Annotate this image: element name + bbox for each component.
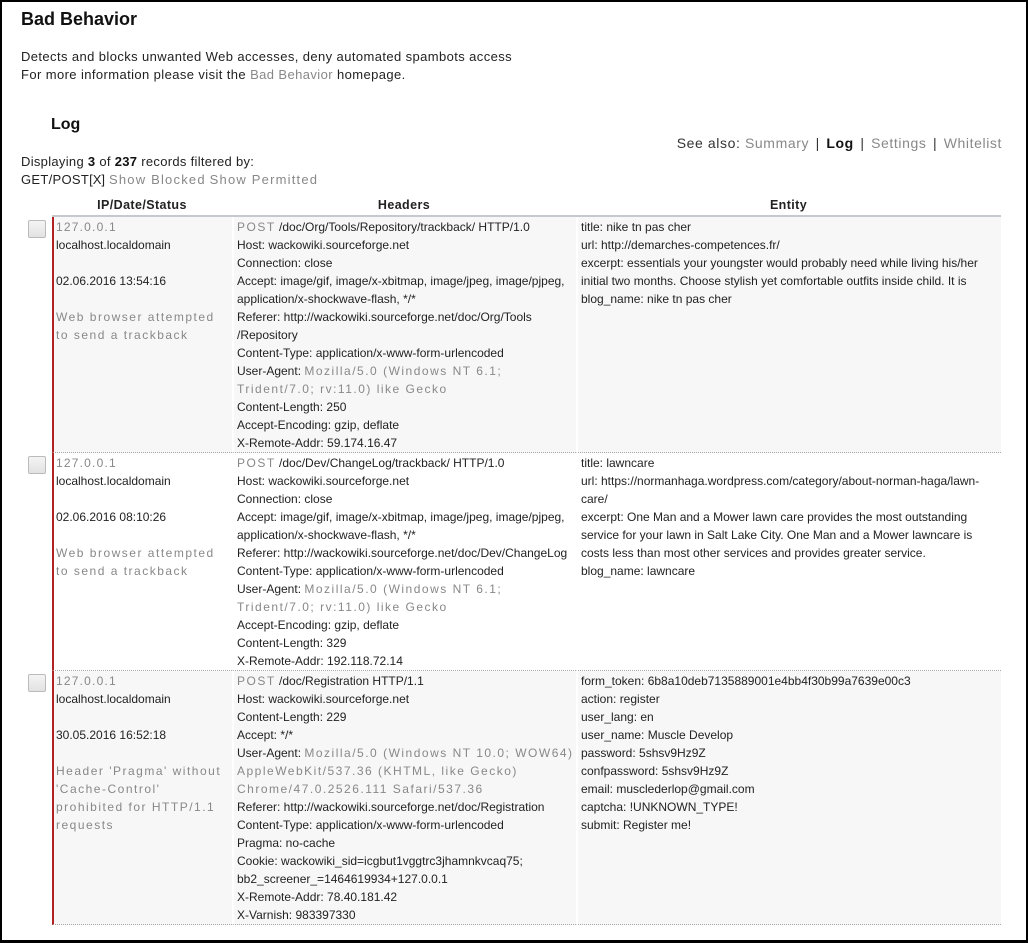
header-line: X-Remote-Addr: 78.40.181.42 bbox=[237, 890, 398, 904]
header-line bbox=[237, 362, 576, 398]
description-line-2 bbox=[21, 66, 512, 84]
header-line: Host: wackowiki.sourceforge.net bbox=[237, 474, 410, 488]
header-line: Accept-Encoding: gzip, deflate bbox=[237, 418, 400, 432]
spacer bbox=[56, 744, 232, 762]
separator: | bbox=[860, 135, 865, 151]
request-method: POST bbox=[237, 456, 276, 470]
entity-line: title: nike tn pas cher bbox=[581, 220, 692, 234]
header-line bbox=[237, 580, 576, 616]
log-table bbox=[26, 195, 1001, 925]
record-date: 02.06.2016 08:10:26 bbox=[56, 510, 167, 524]
entity-line: excerpt: essentials your youngster would probably need while living his/her initial two months. Choose stylish yet comfortable outfits inside child. It is bbox=[581, 256, 982, 288]
table-row bbox=[26, 217, 1001, 453]
header-line: Content-Length: 329 bbox=[237, 636, 347, 650]
active-filter-label: GET/POST bbox=[21, 172, 90, 187]
table-header-row bbox=[26, 195, 1001, 217]
filters-line bbox=[21, 171, 318, 189]
select-cell bbox=[26, 453, 52, 671]
request-line bbox=[237, 218, 576, 236]
ip-date-status-cell bbox=[52, 671, 232, 925]
see-also-log-current: Log bbox=[826, 135, 854, 151]
entity-line: blog_name: lawncare bbox=[581, 564, 696, 578]
entity-line: form_token: 6b8a10deb7135889001e4bb4f30b99a7639e00c3 bbox=[581, 674, 911, 688]
header-line bbox=[237, 744, 576, 798]
header-value: Mozilla/5.0 (Windows NT 10.0; WOW64) AppleWebKit/537.36 (KHTML, like Gecko) Chrome/47.0.2526.111 Safari/537.36 bbox=[237, 746, 578, 796]
entity-line: excerpt: One Man and a Mower lawn care provides the most outstanding service for your lawn in Salt Lake City. One Man and a Mower lawncare is costs less than most other services and provides greater service. bbox=[581, 510, 976, 560]
request-uri: /doc/Org/Tools/Repository/trackback/ HTTP/1.0 bbox=[279, 220, 530, 234]
headers-cell bbox=[232, 453, 576, 671]
header-line: Accept: */* bbox=[237, 728, 294, 742]
record-ip: 127.0.0.1 bbox=[56, 674, 117, 688]
see-also-whitelist-link[interactable]: Whitelist bbox=[943, 135, 1002, 151]
header-line: Accept: image/gif, image/x-xbitmap, image/jpeg, image/pjpeg, application/x-shockwave-flash, */* bbox=[237, 274, 568, 306]
header-line: Connection: close bbox=[237, 492, 333, 506]
request-uri: /doc/Registration HTTP/1.1 bbox=[279, 674, 424, 688]
see-also-settings-link[interactable]: Settings bbox=[871, 135, 927, 151]
header-line: Content-Length: 250 bbox=[237, 400, 347, 414]
header-line: Pragma: no-cache bbox=[237, 836, 336, 850]
spacer bbox=[56, 254, 232, 272]
separator: | bbox=[932, 135, 938, 151]
header-line: Accept-Encoding: gzip, deflate bbox=[237, 618, 400, 632]
header-line: Host: wackowiki.sourceforge.net bbox=[237, 238, 410, 252]
entity-line: submit: Register me! bbox=[581, 818, 692, 832]
ip-date-status-cell bbox=[52, 217, 232, 453]
header-line: Referer: http://wackowiki.sourceforge.net/doc/Org/Tools /Repository bbox=[237, 310, 536, 342]
record-host: localhost.localdomain bbox=[56, 474, 171, 488]
entity-line: password: 5shsv9Hz9Z bbox=[581, 746, 706, 760]
description-prefix: For more information please visit the bbox=[21, 67, 247, 82]
select-cell bbox=[26, 671, 52, 925]
entity-line: url: http://demarches-competences.fr/ bbox=[581, 238, 780, 252]
spacer bbox=[56, 526, 232, 544]
select-record-checkbox[interactable] bbox=[28, 220, 46, 238]
record-status-reason: Web browser attempted to send a trackback bbox=[56, 546, 215, 578]
entity-line: user_name: Muscle Develop bbox=[581, 728, 734, 742]
record-status-reason: Header 'Pragma' without 'Cache-Control' prohibited for HTTP/1.1 requests bbox=[56, 764, 222, 832]
record-date: 02.06.2016 13:54:16 bbox=[56, 274, 167, 288]
header-line: Cookie: wackowiki_sid=icgbut1vggtrc3jhamnkvcaq75; bb2_screener_=1464619934+127.0.0.1 bbox=[237, 854, 527, 886]
header-line: Connection: close bbox=[237, 256, 333, 270]
spacer bbox=[56, 490, 232, 508]
see-also-nav bbox=[677, 135, 1002, 151]
description-suffix: homepage. bbox=[336, 67, 406, 82]
entity-line: title: lawncare bbox=[581, 456, 655, 470]
summary-suffix: records filtered by: bbox=[141, 154, 255, 169]
bad-behavior-homepage-link[interactable]: Bad Behavior bbox=[250, 67, 333, 82]
header-line: Content-Type: application/x-www-form-urlencoded bbox=[237, 818, 504, 832]
records-shown-count: 3 bbox=[87, 154, 96, 169]
entity-cell bbox=[576, 217, 1001, 453]
entity-line: action: register bbox=[581, 692, 660, 706]
request-line bbox=[237, 454, 576, 472]
ip-date-status-cell bbox=[52, 453, 232, 671]
records-count-line bbox=[21, 153, 318, 171]
header-line: Content-Type: application/x-www-form-urlencoded bbox=[237, 346, 504, 360]
header-line: Content-Length: 229 bbox=[237, 710, 347, 724]
request-uri: /doc/Dev/ChangeLog/trackback/ HTTP/1.0 bbox=[279, 456, 505, 470]
header-line: Content-Type: application/x-www-form-urlencoded bbox=[237, 564, 504, 578]
entity-line: blog_name: nike tn pas cher bbox=[581, 292, 732, 306]
select-cell bbox=[26, 217, 52, 453]
header-line: X-Varnish: 983397330 bbox=[237, 908, 356, 922]
see-also-label: See also: bbox=[676, 135, 741, 151]
spacer bbox=[56, 290, 232, 308]
spacer bbox=[56, 708, 232, 726]
header-value: Mozilla/5.0 (Windows NT 6.1; Trident/7.0; rv:11.0) like Gecko bbox=[237, 364, 507, 396]
header-value: Mozilla/5.0 (Windows NT 6.1; Trident/7.0; rv:11.0) like Gecko bbox=[237, 582, 507, 614]
entity-line: captcha: !UNKNOWN_TYPE! bbox=[581, 800, 738, 814]
page-title: Bad Behavior bbox=[21, 9, 138, 29]
entity-line: user_lang: en bbox=[581, 710, 654, 724]
header-line: X-Remote-Addr: 59.174.16.47 bbox=[237, 436, 398, 450]
summary-prefix: Displaying bbox=[21, 154, 84, 169]
column-header-entity: Entity bbox=[576, 195, 1001, 217]
description-line-1: Detects and blocks unwanted Web accesses, deny automated spambots access bbox=[21, 49, 513, 64]
record-host: localhost.localdomain bbox=[56, 238, 171, 252]
entity-cell bbox=[576, 453, 1001, 671]
show-permitted-link[interactable]: Show Permitted bbox=[209, 172, 319, 187]
header-line: Referer: http://wackowiki.sourceforge.net/doc/Registration bbox=[237, 800, 545, 814]
header-key: User-Agent: bbox=[237, 582, 302, 596]
header-line: Accept: image/gif, image/x-xbitmap, image/jpeg, image/pjpeg, application/x-shockwave-flash, */* bbox=[237, 510, 568, 542]
see-also-summary-link[interactable]: Summary bbox=[744, 135, 810, 151]
record-status-reason: Web browser attempted to send a trackback bbox=[56, 310, 215, 342]
table-row bbox=[26, 453, 1001, 671]
column-header-headers: Headers bbox=[232, 195, 576, 217]
header-line: X-Remote-Addr: 192.118.72.14 bbox=[237, 654, 403, 668]
entity-line: email: musclederlop@gmail.com bbox=[581, 782, 755, 796]
separator: | bbox=[815, 135, 820, 151]
select-record-checkbox[interactable] bbox=[28, 674, 46, 692]
summary-of: of bbox=[99, 154, 111, 169]
column-header-ip-date-status: IP/Date/Status bbox=[52, 195, 232, 217]
record-date: 30.05.2016 16:52:18 bbox=[56, 728, 167, 742]
checkbox-column-header bbox=[26, 195, 52, 217]
record-host: localhost.localdomain bbox=[56, 692, 171, 706]
entity-line: confpassword: 5shsv9Hz9Z bbox=[581, 764, 729, 778]
request-line bbox=[237, 672, 576, 690]
clear-filter-button[interactable]: [X] bbox=[89, 172, 106, 187]
records-total-count: 237 bbox=[114, 154, 138, 169]
records-summary bbox=[21, 153, 318, 189]
request-method: POST bbox=[237, 674, 276, 688]
headers-cell bbox=[232, 671, 576, 925]
select-record-checkbox[interactable] bbox=[28, 456, 46, 474]
header-key: User-Agent: bbox=[237, 364, 302, 378]
description bbox=[21, 48, 512, 84]
record-ip: 127.0.0.1 bbox=[56, 220, 117, 234]
headers-cell bbox=[232, 217, 576, 453]
header-line: Host: wackowiki.sourceforge.net bbox=[237, 692, 410, 706]
table-row bbox=[26, 671, 1001, 925]
entity-line: url: https://normanhaga.wordpress.com/category/about-norman-haga/lawn-care/ bbox=[581, 474, 980, 506]
header-key: User-Agent: bbox=[237, 746, 302, 760]
header-line: Referer: http://wackowiki.sourceforge.net/doc/Dev/ChangeLog bbox=[237, 546, 568, 560]
section-title: Log bbox=[51, 116, 81, 133]
request-method: POST bbox=[237, 220, 276, 234]
show-blocked-link[interactable]: Show Blocked bbox=[108, 172, 206, 187]
entity-cell bbox=[576, 671, 1001, 925]
record-ip: 127.0.0.1 bbox=[56, 456, 117, 470]
